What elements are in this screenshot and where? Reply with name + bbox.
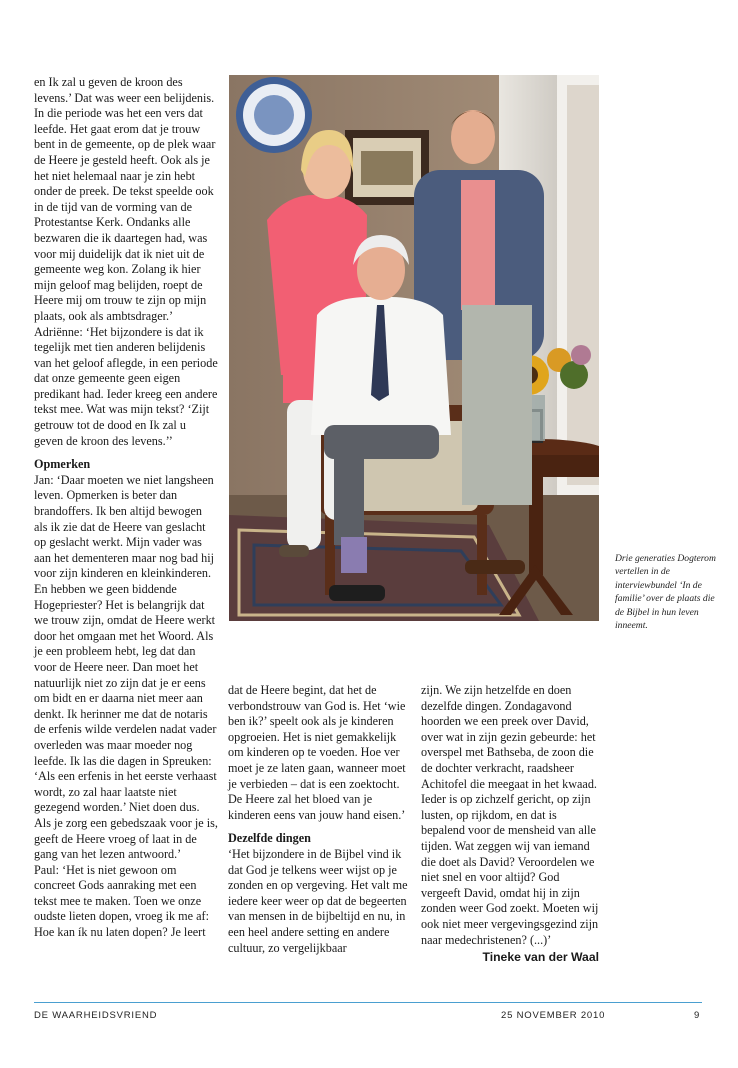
family-photo bbox=[229, 75, 599, 621]
paragraph: zijn. We zijn hetzelfde en doen dezelfde dingen. Zondagavond hoorden we een preek over David, over wat in zijn gezin gebeurde: het overspel met Bathseba, de zoon die de dochter verkracht, raadsheer Achitofel die meegaat in het kwaad. Ieder is op zichzelf gericht, op zijn lusten, op rijkdom, en dat is bepalend voor de mensheid van alle tijden. Wat zeggen wij van iemand die doet als David? Veroordelen we niet snel en voor altijd? God vergeeft David, omdat hij in zijn zonden weer God zoekt. Moeten wij ook niet meer vergevingsgezind zijn naar medechristenen? (...)’ bbox=[421, 683, 599, 947]
section-heading: Opmerken bbox=[34, 457, 91, 472]
paragraph: Paul: ‘Het is niet gewoon om concreet Gods aanraking met een tekst mee te maken. Toen we onze oudste lieten dopen, vroeg ik me af: Hoe kan ík nu laten dopen? Je leert bbox=[34, 862, 209, 940]
paragraph: Jan: ‘Daar moeten we niet langsheen leven. Opmerken is beter dan brandoffers. Ik ben altijd bewogen als ik zie dat de Heere van geslacht op geslacht werkt. Mijn vader was aan het dementeren maar nog bad hij voor zijn kinderen en kleinkinderen. En hebben we geen biddende Hogepriester? Het is belangrijk dat we trouw zijn, omdat de Heere werkt door het omgaan met het Woord. Als je een probleem hebt, leg dat dan voor de Heere neer. Dan moet het natuurlijk niet zo zijn dat je er eens om bidt en er daarna niet meer aan denkt. Ik herinner me dat de notaris de erfenis wilde verdelen nadat vader overleden was maar moeder nog leefde. Ik las die dagen in Spreuken: ‘Als een erfenis in het eerste verhaast wordt, zo zal haar laatste niet gezegend worden.’ Niet doen dus. Als je zorg een gebedszaak voor je is, geeft de Heere vroeg of laat in de gang van het lezen antwoord.’ bbox=[34, 472, 218, 862]
footer-rule bbox=[34, 1002, 702, 1003]
paragraph: en Ik zal u geven de kroon des levens.’ Dat was weer een belijdenis. In die periode was het een vers dat leefde. Het gaat erom dat je trouw bent in de gemeente, op de plek waar de Heere je gesteld heeft. Ook als je het niet helemaal naar je zin hebt onder de preek. De tekst speelde ook in de tijd van de vorming van de Protestantse Kerk. Ondanks alle bezwaren die ik daartegen had, was voor mij duidelijk dat ik niet uit de gemeente weg kon. Zolang ik hier mijn geloof mag belijden, roept de Heere mij om trouw te zijn op mijn plaats, ook als ambtsdrager.’ bbox=[34, 75, 216, 323]
article-column-2 bbox=[228, 683, 410, 956]
section-heading: Dezelfde dingen bbox=[228, 831, 311, 846]
publication-name: DE WAARHEIDSVRIEND bbox=[34, 1010, 158, 1021]
author-byline: Tineke van der Waal bbox=[482, 950, 599, 965]
page-number: 9 bbox=[694, 1010, 701, 1021]
paragraph: dat de Heere begint, dat het de verbondstrouw van God is. Het ‘wie ben ik?’ speelt ook als je kinderen opgroeien. Het is niet gemakkelijk om kinderen op te voeden. Hoe ver moet je ze laten gaan, wanneer moet je verbieden – dat is een zoektocht. De Heere zal het bloed van je kinderen eens van jouw hand eisen.’ bbox=[228, 683, 406, 822]
photo-caption: Drie generaties Dogterom vertellen in de interviewbundel ‘In de familie’ over de plaats die de Bijbel in hun leven inneemt. bbox=[615, 553, 716, 632]
paragraph: ‘Het bijzondere in de Bijbel vind ik dat God je telkens weer wijst op je zonden en op vergeving. Het valt me iedere keer weer op dat de begeerten van mensen in de bijbeltijd en nu, in een heel andere setting en andere cultuur, zo vergelijkbaar bbox=[228, 846, 408, 955]
article-column-3 bbox=[421, 683, 599, 966]
issue-date: 25 NOVEMBER 2010 bbox=[501, 1010, 606, 1021]
paragraph: Adriënne: ‘Het bijzondere is dat ik tegelijk met tien anderen belijdenis van het geloof aflegde, in een periode dat onze gemeente geen eigen predikant had. Ieder kreeg een andere tekst mee. Wat was mijn tekst? ‘Zijt getrouw tot de dood en Ik zal u geven de kroon des levens.’’ bbox=[34, 324, 218, 448]
article-column-1 bbox=[34, 75, 218, 941]
